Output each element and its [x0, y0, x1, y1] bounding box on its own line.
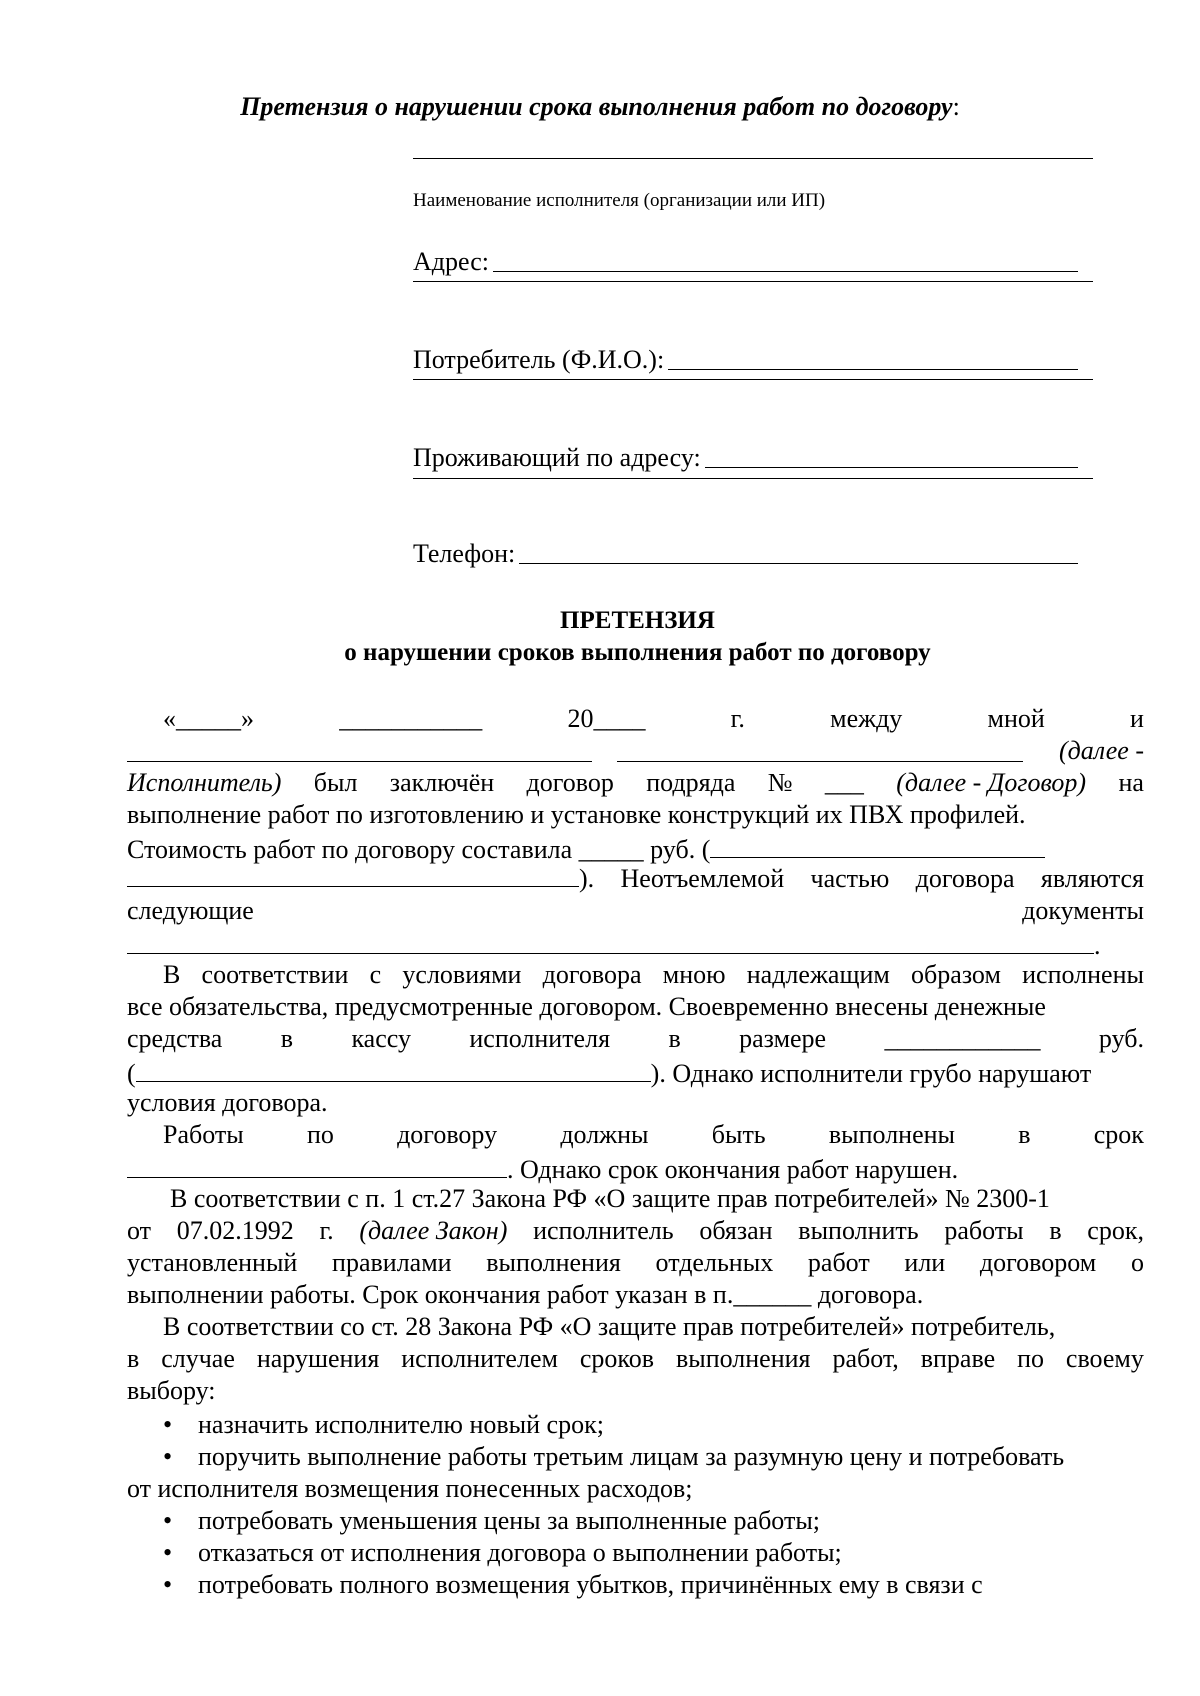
- bullet-item-5: потребовать полного возмещения убытков, причинённых ему в связи с: [198, 1570, 983, 1599]
- bullet-item-4: отказаться от исполнения договора о выполнении работы;: [198, 1538, 842, 1567]
- address-label: Адрес:: [413, 247, 489, 276]
- residence-label: Проживающий по адресу:: [413, 443, 701, 472]
- bullet-icon: •: [163, 1570, 173, 1599]
- p2-line-4: ( ). Однако исполнители грубо нарушают: [127, 1055, 1144, 1087]
- residence-line-2: [413, 478, 1093, 479]
- executor-caption: Наименование исполнителя (организации или ИП): [413, 190, 826, 211]
- p3-line-2: . Однако срок окончания работ нарушен.: [127, 1151, 1144, 1183]
- phone-label: Телефон:: [413, 539, 516, 568]
- p5-line-3: выбору:: [127, 1376, 216, 1405]
- body-line-8: .: [127, 927, 1144, 959]
- address-line-2: [413, 281, 1093, 282]
- p2-line-3: средства в кассу исполнителя в размере ____________ руб.: [127, 1024, 1144, 1053]
- p2-line-1: В соответствии с условиями договора мною надлежащим образом исполнены: [163, 960, 1144, 989]
- body-line-7: следующие документы: [127, 896, 1144, 925]
- address-field: [413, 245, 1078, 277]
- body-line-2: (далее -: [127, 735, 1144, 767]
- claim-heading: ПРЕТЕНЗИЯ: [560, 607, 715, 634]
- claim-subheading: о нарушении сроков выполнения работ по договору: [344, 639, 931, 666]
- p4-line-2: от 07.02.1992 г. (далее Закон) исполнитель обязан выполнить работы в срок,: [127, 1216, 1144, 1245]
- body-line-1: «_____» ___________ 20____ г. между мной и: [163, 704, 1144, 733]
- bullet-item-3: потребовать уменьшения цены за выполненные работы;: [198, 1506, 821, 1535]
- p3-line-1: Работы по договору должны быть выполнены в срок: [163, 1120, 1144, 1149]
- p2-line-5: условия договора.: [127, 1088, 328, 1117]
- bullet-icon: •: [163, 1506, 173, 1535]
- p2-line-2: все обязательства, предусмотренные договором. Своевременно внесены денежные: [127, 992, 1046, 1021]
- bullet-item-1: назначить исполнителю новый срок;: [198, 1410, 604, 1439]
- p4-line-4: выполнении работы. Срок окончания работ указан в п.______ договора.: [127, 1280, 924, 1309]
- body-line-3: Исполнитель) был заключён договор подряда № ___ (далее - Договор) на: [127, 768, 1144, 797]
- p5-line-2: в случае нарушения исполнителем сроков выполнения работ, вправе по своему: [127, 1344, 1144, 1373]
- bullet-icon: •: [163, 1442, 173, 1471]
- body-line-5: Стоимость работ по договору составила _____ руб. (: [127, 831, 1144, 863]
- bullet-icon: •: [163, 1538, 173, 1567]
- body-line-4: выполнение работ по изготовлению и установке конструкций их ПВХ профилей.: [127, 800, 1026, 829]
- bullet-item-2-continuation: от исполнителя возмещения понесенных расходов;: [127, 1474, 693, 1503]
- bullet-item-2: поручить выполнение работы третьим лицам за разумную цену и потребовать: [198, 1442, 1065, 1471]
- p5-line-1: В соответствии со ст. 28 Закона РФ «О защите прав потребителей» потребитель,: [163, 1312, 1056, 1341]
- body-line-6: ). Неотъемлемой частью договора являются: [127, 863, 1144, 895]
- p4-line-1: В соответствии с п. 1 ст.27 Закона РФ «О защите прав потребителей» № 2300-1: [170, 1184, 1050, 1213]
- residence-field: [413, 441, 1078, 473]
- consumer-label: Потребитель (Ф.И.О.):: [413, 345, 665, 374]
- consumer-field: [413, 343, 1078, 375]
- document-title: Претензия о нарушении срока выполнения работ по договору:: [240, 92, 960, 121]
- consumer-line-2: [413, 379, 1093, 380]
- phone-field: [413, 537, 1078, 569]
- bullet-icon: •: [163, 1410, 173, 1439]
- executor-name-line: [413, 158, 1093, 159]
- p4-line-3: установленный правилами выполнения отдельных работ или договором о: [127, 1248, 1144, 1277]
